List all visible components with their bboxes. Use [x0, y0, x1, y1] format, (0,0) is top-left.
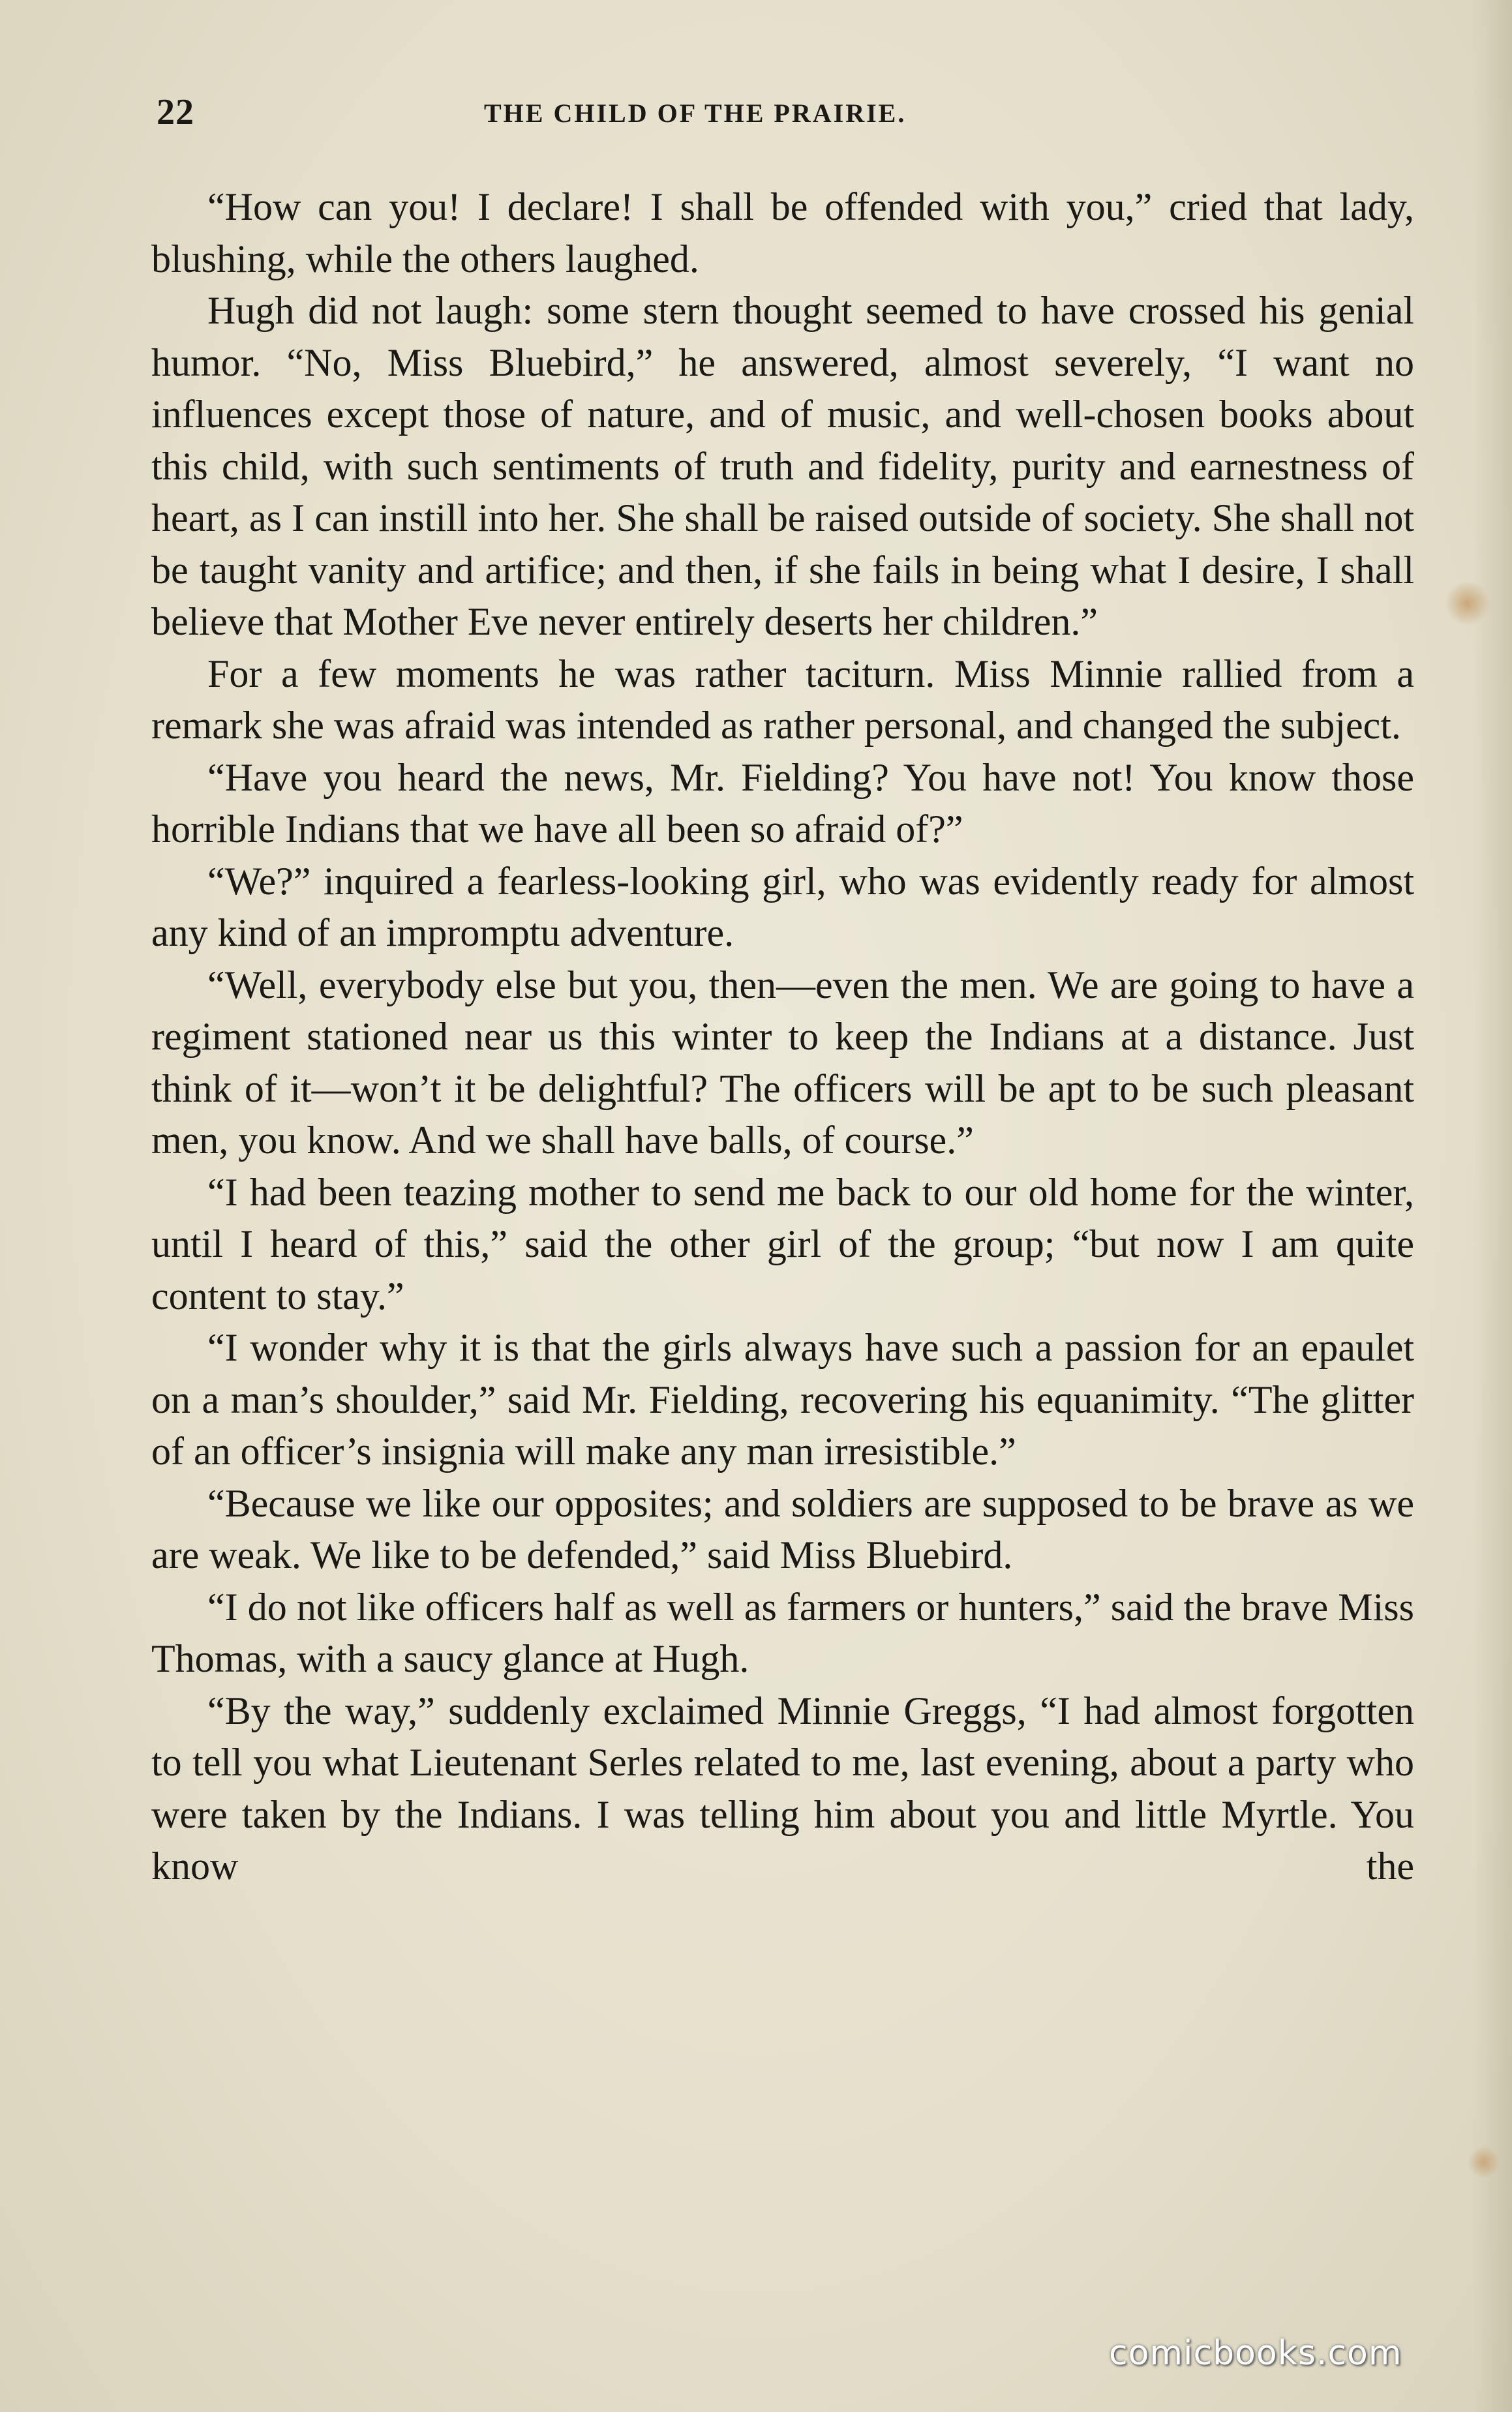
paragraph: For a few moments he was rather taciturn. Miss Minnie rallied from a remark she was afraid was intended as rather personal, and changed the subject. [151, 652, 1414, 747]
paragraph: “I wonder why it is that the girls always have such a passion for an epaulet on a man’s shoulder,” said Mr. Fielding, recovering his equanimity. “The glitter of an officer’s insignia will make any man irresistible.” [151, 1326, 1414, 1473]
paragraph: Hugh did not laugh: some stern thought seemed to have crossed his genial humor. “No, Miss Bluebird,” he answered, almost severely, “I want no influences except those of nature, and of music, and well-chosen books about this child, with such sentiments of truth and fidelity, purity and earnestness of heart, as I can instill into her. She shall be raised outside of society. She shall not be taught vanity and artifice; and then, if she fails in being what I desire, I shall believe that Mother Eve never entirely deserts her children.” [151, 289, 1414, 643]
paragraph: “Well, everybody else but you, then—even the men. We are going to have a regiment stationed near us this winter to keep the Indians at a distance. Just think of it—won’t it be delightful? The officers will be apt to be such pleasant men, you know. And we shall have balls, of course.” [151, 963, 1414, 1162]
page-stain [1468, 2146, 1500, 2178]
paragraph: “Have you heard the news, Mr. Fielding? You have not! You know those horrible Indians that we have all been so afraid of?” [151, 755, 1414, 851]
paragraph: “By the way,” suddenly exclaimed Minnie Greggs, “I had almost forgotten to tell you what Lieutenant Serles related to me, last evening, about a party who were taken by the Indians. I was telling him about you and little Myrtle. You know the [151, 1689, 1414, 1888]
body-text [151, 181, 1414, 1893]
paragraph: “I had been teazing mother to send me back to our old home for the winter, until I heard of this,” said the other girl of the group; “but now I am quite content to stay.” [151, 1170, 1414, 1318]
page-number: 22 [157, 92, 194, 132]
paragraph: “How can you! I declare! I shall be offended with you,” cried that lady, blushing, while the others laughed. [151, 185, 1414, 280]
paragraph: “I do not like officers half as well as farmers or hunters,” said the brave Miss Thomas, with a saucy glance at Hugh. [151, 1585, 1414, 1680]
running-head: THE CHILD OF THE PRAIRIE. [484, 98, 907, 128]
page-stain [1445, 580, 1490, 626]
page-header [151, 91, 1423, 130]
watermark: comicbooks.com [1109, 2334, 1402, 2373]
paragraph: “Because we like our opposites; and soldiers are supposed to be brave as we are weak. We like to be defended,” said Miss Bluebird. [151, 1481, 1414, 1576]
paragraph: “We?” inquired a fearless-looking girl, who was evidently ready for almost any kind of an impromptu adventure. [151, 859, 1414, 954]
page-edge-shadow [1473, 0, 1512, 2412]
